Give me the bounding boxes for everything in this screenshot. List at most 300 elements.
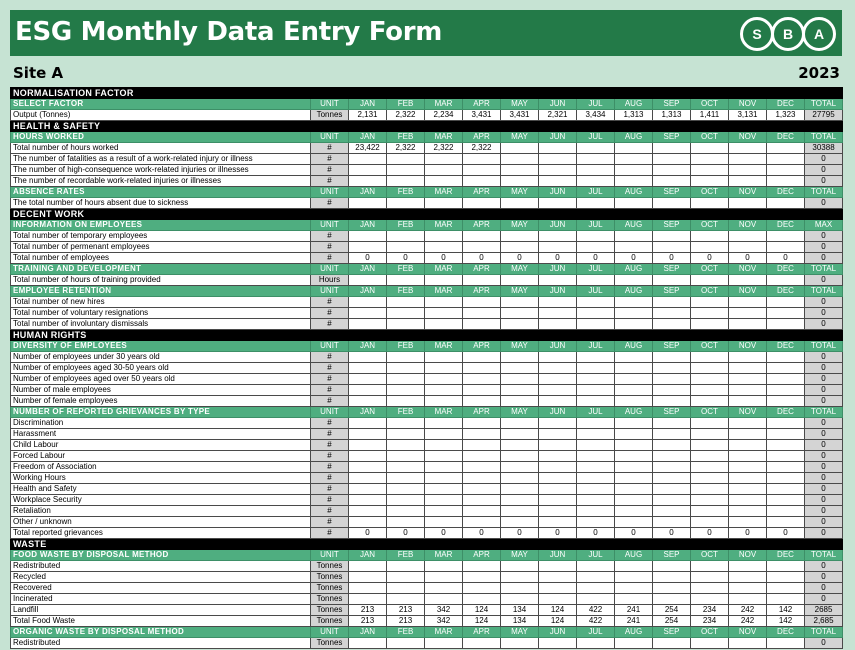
data-cell-nov[interactable]: 3,131 — [729, 110, 767, 121]
data-cell-jun[interactable] — [539, 462, 577, 473]
data-cell-nov[interactable] — [729, 297, 767, 308]
data-cell-jun[interactable] — [539, 275, 577, 286]
data-cell-sep[interactable] — [653, 154, 691, 165]
data-cell-aug[interactable] — [615, 440, 653, 451]
data-cell-feb[interactable] — [387, 495, 425, 506]
data-cell-may[interactable] — [501, 242, 539, 253]
data-cell-sep[interactable] — [653, 319, 691, 330]
data-cell-jun[interactable] — [539, 418, 577, 429]
data-cell-nov[interactable] — [729, 143, 767, 154]
data-cell-nov[interactable] — [729, 396, 767, 407]
data-cell-nov[interactable] — [729, 308, 767, 319]
data-cell-jun[interactable] — [539, 385, 577, 396]
data-cell-aug[interactable] — [615, 396, 653, 407]
data-cell-sep[interactable] — [653, 231, 691, 242]
data-cell-aug[interactable] — [615, 198, 653, 209]
data-cell-feb[interactable] — [387, 154, 425, 165]
data-cell-nov[interactable] — [729, 374, 767, 385]
data-cell-apr[interactable] — [463, 517, 501, 528]
data-cell-sep[interactable] — [653, 561, 691, 572]
data-cell-oct[interactable]: 0 — [691, 528, 729, 539]
data-cell-sep[interactable] — [653, 429, 691, 440]
data-cell-oct[interactable] — [691, 165, 729, 176]
data-cell-aug[interactable] — [615, 143, 653, 154]
data-cell-jun[interactable] — [539, 165, 577, 176]
data-cell-nov[interactable] — [729, 385, 767, 396]
data-cell-mar[interactable] — [425, 275, 463, 286]
data-cell-aug[interactable] — [615, 242, 653, 253]
data-cell-oct[interactable] — [691, 154, 729, 165]
data-cell-oct[interactable] — [691, 594, 729, 605]
data-cell-oct[interactable] — [691, 473, 729, 484]
data-cell-jun[interactable] — [539, 308, 577, 319]
data-cell-feb[interactable] — [387, 484, 425, 495]
data-cell-mar[interactable] — [425, 352, 463, 363]
data-cell-apr[interactable]: 2,322 — [463, 143, 501, 154]
data-cell-apr[interactable] — [463, 572, 501, 583]
data-cell-may[interactable] — [501, 374, 539, 385]
data-cell-apr[interactable] — [463, 638, 501, 649]
data-cell-may[interactable] — [501, 583, 539, 594]
data-cell-feb[interactable] — [387, 473, 425, 484]
data-cell-feb[interactable] — [387, 231, 425, 242]
data-cell-dec[interactable] — [767, 143, 805, 154]
data-cell-apr[interactable] — [463, 242, 501, 253]
data-cell-may[interactable] — [501, 429, 539, 440]
data-cell-sep[interactable]: 1,313 — [653, 110, 691, 121]
data-cell-dec[interactable] — [767, 176, 805, 187]
data-cell-jul[interactable]: 0 — [577, 253, 615, 264]
data-cell-jul[interactable] — [577, 638, 615, 649]
data-cell-jul[interactable] — [577, 572, 615, 583]
data-cell-feb[interactable] — [387, 308, 425, 319]
data-cell-dec[interactable]: 0 — [767, 253, 805, 264]
data-cell-dec[interactable] — [767, 385, 805, 396]
data-cell-aug[interactable] — [615, 176, 653, 187]
data-cell-mar[interactable] — [425, 176, 463, 187]
data-cell-nov[interactable] — [729, 583, 767, 594]
data-cell-jun[interactable] — [539, 638, 577, 649]
data-cell-jul[interactable] — [577, 451, 615, 462]
data-cell-aug[interactable] — [615, 231, 653, 242]
data-cell-nov[interactable] — [729, 198, 767, 209]
data-cell-sep[interactable] — [653, 275, 691, 286]
data-cell-jul[interactable] — [577, 231, 615, 242]
data-cell-dec[interactable] — [767, 275, 805, 286]
data-cell-apr[interactable]: 3,431 — [463, 110, 501, 121]
data-cell-feb[interactable] — [387, 176, 425, 187]
data-cell-sep[interactable] — [653, 143, 691, 154]
data-cell-sep[interactable]: 0 — [653, 253, 691, 264]
data-cell-mar[interactable] — [425, 418, 463, 429]
data-cell-dec[interactable] — [767, 363, 805, 374]
data-cell-may[interactable] — [501, 352, 539, 363]
data-cell-nov[interactable] — [729, 638, 767, 649]
data-cell-sep[interactable] — [653, 506, 691, 517]
data-cell-oct[interactable] — [691, 143, 729, 154]
data-cell-sep[interactable] — [653, 418, 691, 429]
data-cell-jun[interactable]: 124 — [539, 616, 577, 627]
data-cell-jan[interactable] — [349, 231, 387, 242]
data-cell-aug[interactable] — [615, 275, 653, 286]
data-cell-sep[interactable] — [653, 638, 691, 649]
data-cell-jun[interactable] — [539, 594, 577, 605]
data-cell-feb[interactable] — [387, 363, 425, 374]
data-cell-may[interactable] — [501, 572, 539, 583]
data-cell-apr[interactable] — [463, 396, 501, 407]
data-cell-jun[interactable] — [539, 561, 577, 572]
data-cell-may[interactable] — [501, 484, 539, 495]
data-cell-sep[interactable]: 0 — [653, 528, 691, 539]
data-cell-apr[interactable] — [463, 561, 501, 572]
data-cell-jun[interactable] — [539, 572, 577, 583]
data-cell-dec[interactable] — [767, 374, 805, 385]
data-cell-jul[interactable] — [577, 363, 615, 374]
data-cell-jul[interactable] — [577, 165, 615, 176]
data-cell-feb[interactable] — [387, 429, 425, 440]
data-cell-may[interactable] — [501, 176, 539, 187]
data-cell-dec[interactable] — [767, 638, 805, 649]
data-cell-apr[interactable] — [463, 363, 501, 374]
data-cell-mar[interactable] — [425, 451, 463, 462]
data-cell-dec[interactable] — [767, 165, 805, 176]
data-cell-mar[interactable] — [425, 506, 463, 517]
data-cell-mar[interactable] — [425, 363, 463, 374]
data-cell-feb[interactable] — [387, 517, 425, 528]
data-cell-dec[interactable]: 0 — [767, 528, 805, 539]
data-cell-aug[interactable] — [615, 165, 653, 176]
data-cell-jul[interactable] — [577, 385, 615, 396]
data-cell-mar[interactable] — [425, 154, 463, 165]
data-cell-dec[interactable] — [767, 495, 805, 506]
data-cell-may[interactable] — [501, 396, 539, 407]
data-cell-may[interactable] — [501, 561, 539, 572]
data-cell-jul[interactable] — [577, 396, 615, 407]
data-cell-jan[interactable] — [349, 418, 387, 429]
data-cell-may[interactable] — [501, 473, 539, 484]
data-cell-may[interactable] — [501, 506, 539, 517]
data-cell-oct[interactable] — [691, 352, 729, 363]
data-cell-feb[interactable] — [387, 242, 425, 253]
data-cell-may[interactable] — [501, 594, 539, 605]
data-cell-feb[interactable]: 213 — [387, 616, 425, 627]
data-cell-aug[interactable]: 241 — [615, 616, 653, 627]
data-cell-apr[interactable]: 0 — [463, 253, 501, 264]
data-cell-may[interactable] — [501, 418, 539, 429]
data-cell-oct[interactable] — [691, 231, 729, 242]
data-cell-oct[interactable] — [691, 440, 729, 451]
data-cell-apr[interactable] — [463, 385, 501, 396]
data-cell-jan[interactable]: 213 — [349, 616, 387, 627]
data-cell-jan[interactable] — [349, 462, 387, 473]
data-cell-jun[interactable] — [539, 143, 577, 154]
data-cell-jan[interactable] — [349, 517, 387, 528]
data-cell-may[interactable] — [501, 440, 539, 451]
data-cell-may[interactable] — [501, 297, 539, 308]
data-cell-dec[interactable] — [767, 396, 805, 407]
data-cell-jan[interactable] — [349, 352, 387, 363]
data-cell-oct[interactable] — [691, 429, 729, 440]
data-cell-oct[interactable] — [691, 572, 729, 583]
data-cell-jan[interactable] — [349, 451, 387, 462]
data-cell-dec[interactable] — [767, 506, 805, 517]
data-cell-jun[interactable] — [539, 297, 577, 308]
data-cell-jan[interactable] — [349, 495, 387, 506]
data-cell-dec[interactable] — [767, 561, 805, 572]
data-cell-aug[interactable] — [615, 374, 653, 385]
data-cell-mar[interactable]: 0 — [425, 528, 463, 539]
data-cell-aug[interactable] — [615, 363, 653, 374]
data-cell-aug[interactable] — [615, 583, 653, 594]
data-cell-jun[interactable] — [539, 484, 577, 495]
data-cell-nov[interactable] — [729, 462, 767, 473]
data-cell-may[interactable] — [501, 275, 539, 286]
data-cell-aug[interactable] — [615, 638, 653, 649]
data-cell-dec[interactable] — [767, 451, 805, 462]
data-cell-nov[interactable] — [729, 594, 767, 605]
data-cell-jan[interactable] — [349, 198, 387, 209]
data-cell-jul[interactable] — [577, 418, 615, 429]
data-cell-jan[interactable] — [349, 506, 387, 517]
data-cell-feb[interactable]: 2,322 — [387, 110, 425, 121]
data-cell-oct[interactable] — [691, 451, 729, 462]
data-cell-nov[interactable]: 0 — [729, 253, 767, 264]
data-cell-may[interactable]: 3,431 — [501, 110, 539, 121]
data-cell-mar[interactable]: 2,234 — [425, 110, 463, 121]
data-cell-may[interactable] — [501, 451, 539, 462]
data-cell-jun[interactable] — [539, 242, 577, 253]
data-cell-apr[interactable] — [463, 231, 501, 242]
data-cell-nov[interactable] — [729, 352, 767, 363]
data-cell-jan[interactable] — [349, 396, 387, 407]
data-cell-jul[interactable] — [577, 352, 615, 363]
data-cell-apr[interactable] — [463, 429, 501, 440]
data-cell-oct[interactable]: 0 — [691, 253, 729, 264]
data-cell-nov[interactable] — [729, 275, 767, 286]
data-cell-jun[interactable] — [539, 374, 577, 385]
data-cell-apr[interactable] — [463, 451, 501, 462]
data-cell-dec[interactable]: 1,323 — [767, 110, 805, 121]
data-cell-jun[interactable] — [539, 231, 577, 242]
data-cell-jun[interactable] — [539, 517, 577, 528]
data-cell-oct[interactable] — [691, 506, 729, 517]
data-cell-sep[interactable] — [653, 572, 691, 583]
data-cell-feb[interactable] — [387, 506, 425, 517]
data-cell-aug[interactable] — [615, 429, 653, 440]
data-cell-apr[interactable] — [463, 440, 501, 451]
data-cell-jan[interactable] — [349, 154, 387, 165]
data-cell-sep[interactable] — [653, 473, 691, 484]
data-cell-jan[interactable] — [349, 572, 387, 583]
data-cell-sep[interactable] — [653, 495, 691, 506]
data-cell-oct[interactable] — [691, 495, 729, 506]
data-cell-nov[interactable] — [729, 429, 767, 440]
data-cell-jul[interactable] — [577, 429, 615, 440]
data-cell-jan[interactable] — [349, 242, 387, 253]
data-cell-mar[interactable] — [425, 319, 463, 330]
data-cell-apr[interactable] — [463, 374, 501, 385]
data-cell-nov[interactable] — [729, 154, 767, 165]
data-cell-dec[interactable] — [767, 242, 805, 253]
data-cell-sep[interactable] — [653, 308, 691, 319]
data-cell-jul[interactable] — [577, 484, 615, 495]
data-cell-feb[interactable]: 213 — [387, 605, 425, 616]
data-cell-jan[interactable]: 23,422 — [349, 143, 387, 154]
data-cell-nov[interactable]: 0 — [729, 528, 767, 539]
data-cell-sep[interactable] — [653, 484, 691, 495]
data-cell-apr[interactable] — [463, 583, 501, 594]
data-cell-sep[interactable] — [653, 374, 691, 385]
data-cell-nov[interactable] — [729, 484, 767, 495]
data-cell-may[interactable] — [501, 308, 539, 319]
data-cell-dec[interactable] — [767, 418, 805, 429]
data-cell-feb[interactable] — [387, 440, 425, 451]
data-cell-oct[interactable] — [691, 297, 729, 308]
data-cell-dec[interactable] — [767, 352, 805, 363]
data-cell-mar[interactable] — [425, 297, 463, 308]
data-cell-jul[interactable] — [577, 583, 615, 594]
data-cell-jan[interactable] — [349, 583, 387, 594]
data-cell-dec[interactable] — [767, 583, 805, 594]
data-cell-nov[interactable]: 242 — [729, 616, 767, 627]
data-cell-dec[interactable] — [767, 297, 805, 308]
data-cell-mar[interactable]: 2,322 — [425, 143, 463, 154]
data-cell-mar[interactable] — [425, 198, 463, 209]
data-cell-apr[interactable] — [463, 473, 501, 484]
data-cell-nov[interactable] — [729, 242, 767, 253]
data-cell-dec[interactable] — [767, 440, 805, 451]
data-cell-nov[interactable] — [729, 451, 767, 462]
data-cell-aug[interactable] — [615, 495, 653, 506]
data-cell-jul[interactable] — [577, 374, 615, 385]
data-cell-oct[interactable] — [691, 275, 729, 286]
data-cell-jan[interactable]: 0 — [349, 528, 387, 539]
data-cell-mar[interactable] — [425, 374, 463, 385]
data-cell-dec[interactable] — [767, 154, 805, 165]
data-cell-nov[interactable] — [729, 363, 767, 374]
data-cell-aug[interactable] — [615, 572, 653, 583]
data-cell-nov[interactable] — [729, 319, 767, 330]
data-cell-jan[interactable] — [349, 308, 387, 319]
data-cell-jan[interactable] — [349, 638, 387, 649]
data-cell-may[interactable] — [501, 231, 539, 242]
data-cell-dec[interactable] — [767, 594, 805, 605]
data-cell-aug[interactable]: 241 — [615, 605, 653, 616]
data-cell-mar[interactable] — [425, 484, 463, 495]
data-cell-mar[interactable]: 342 — [425, 605, 463, 616]
data-cell-feb[interactable] — [387, 297, 425, 308]
data-cell-mar[interactable] — [425, 308, 463, 319]
data-cell-dec[interactable] — [767, 429, 805, 440]
data-cell-mar[interactable]: 342 — [425, 616, 463, 627]
data-cell-aug[interactable] — [615, 297, 653, 308]
data-cell-jan[interactable] — [349, 484, 387, 495]
data-cell-apr[interactable] — [463, 154, 501, 165]
data-cell-feb[interactable]: 0 — [387, 253, 425, 264]
data-cell-nov[interactable] — [729, 231, 767, 242]
data-cell-feb[interactable] — [387, 572, 425, 583]
data-cell-feb[interactable] — [387, 594, 425, 605]
data-cell-jan[interactable] — [349, 385, 387, 396]
data-cell-sep[interactable] — [653, 297, 691, 308]
data-cell-nov[interactable] — [729, 165, 767, 176]
data-cell-apr[interactable]: 124 — [463, 616, 501, 627]
data-cell-aug[interactable] — [615, 506, 653, 517]
data-cell-sep[interactable] — [653, 385, 691, 396]
data-cell-aug[interactable] — [615, 561, 653, 572]
data-cell-aug[interactable] — [615, 594, 653, 605]
data-cell-apr[interactable] — [463, 418, 501, 429]
data-cell-oct[interactable]: 1,411 — [691, 110, 729, 121]
data-cell-jan[interactable] — [349, 165, 387, 176]
data-cell-aug[interactable] — [615, 352, 653, 363]
data-cell-jun[interactable]: 0 — [539, 253, 577, 264]
data-cell-oct[interactable] — [691, 385, 729, 396]
data-cell-mar[interactable] — [425, 165, 463, 176]
data-cell-jul[interactable] — [577, 242, 615, 253]
data-cell-sep[interactable] — [653, 583, 691, 594]
data-cell-nov[interactable] — [729, 473, 767, 484]
data-cell-jan[interactable] — [349, 363, 387, 374]
data-cell-jul[interactable] — [577, 473, 615, 484]
data-cell-mar[interactable] — [425, 594, 463, 605]
data-cell-mar[interactable] — [425, 583, 463, 594]
data-cell-jul[interactable] — [577, 440, 615, 451]
data-cell-may[interactable] — [501, 154, 539, 165]
data-cell-feb[interactable] — [387, 583, 425, 594]
data-cell-feb[interactable] — [387, 319, 425, 330]
data-cell-may[interactable] — [501, 517, 539, 528]
data-cell-sep[interactable] — [653, 198, 691, 209]
data-cell-apr[interactable] — [463, 594, 501, 605]
data-cell-feb[interactable] — [387, 385, 425, 396]
data-cell-mar[interactable] — [425, 396, 463, 407]
data-cell-mar[interactable] — [425, 638, 463, 649]
data-cell-dec[interactable]: 142 — [767, 616, 805, 627]
data-cell-dec[interactable] — [767, 231, 805, 242]
data-cell-mar[interactable] — [425, 495, 463, 506]
data-cell-mar[interactable] — [425, 242, 463, 253]
data-cell-oct[interactable] — [691, 583, 729, 594]
data-cell-oct[interactable] — [691, 198, 729, 209]
data-cell-may[interactable] — [501, 462, 539, 473]
data-cell-nov[interactable] — [729, 176, 767, 187]
data-cell-nov[interactable] — [729, 495, 767, 506]
data-cell-mar[interactable] — [425, 561, 463, 572]
data-cell-may[interactable] — [501, 495, 539, 506]
data-cell-dec[interactable]: 142 — [767, 605, 805, 616]
data-cell-aug[interactable] — [615, 462, 653, 473]
data-cell-jan[interactable] — [349, 429, 387, 440]
data-cell-jun[interactable] — [539, 473, 577, 484]
data-cell-feb[interactable] — [387, 374, 425, 385]
data-cell-oct[interactable] — [691, 484, 729, 495]
data-cell-may[interactable] — [501, 385, 539, 396]
data-cell-mar[interactable] — [425, 462, 463, 473]
data-cell-dec[interactable] — [767, 572, 805, 583]
data-cell-jan[interactable] — [349, 561, 387, 572]
data-cell-apr[interactable] — [463, 297, 501, 308]
data-cell-jul[interactable] — [577, 198, 615, 209]
data-cell-mar[interactable] — [425, 517, 463, 528]
data-cell-aug[interactable] — [615, 154, 653, 165]
data-cell-jan[interactable] — [349, 319, 387, 330]
data-cell-dec[interactable] — [767, 198, 805, 209]
data-cell-apr[interactable] — [463, 176, 501, 187]
data-cell-sep[interactable]: 254 — [653, 605, 691, 616]
data-cell-mar[interactable]: 0 — [425, 253, 463, 264]
data-cell-jan[interactable]: 2,131 — [349, 110, 387, 121]
